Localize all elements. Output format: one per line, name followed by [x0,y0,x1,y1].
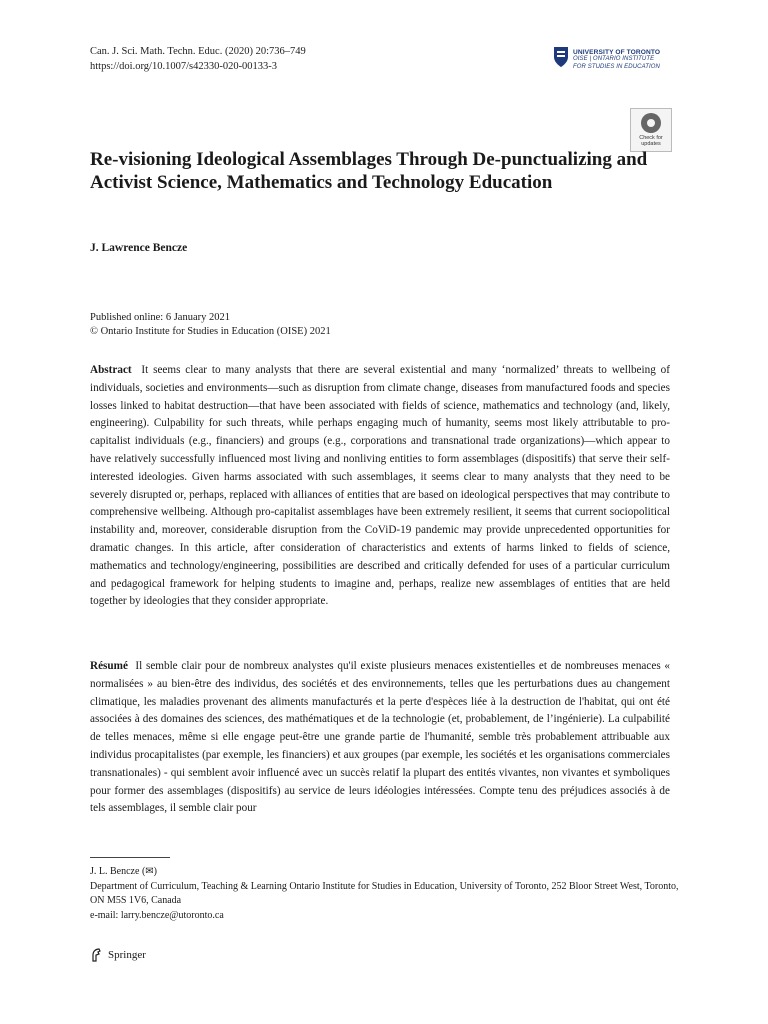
article-author: J. Lawrence Bencze [90,242,188,254]
check-updates-label: Check for updates [639,135,663,147]
mail-icon[interactable]: (✉) [141,866,157,877]
logo-line-2: OISE | ONTARIO INSTITUTE [573,56,655,63]
logo-line-3: FOR STUDIES IN EDUCATION [573,63,660,70]
author-email[interactable]: e-mail: larry.bencze@utoronto.ca [90,909,224,921]
update-icon [641,113,661,133]
footnote-author: J. L. Bencze [90,866,140,877]
publisher-logo [90,948,146,962]
journal-meta [90,44,306,74]
abstract-label: Abstract [90,364,132,376]
check-for-updates-button[interactable] [630,108,672,152]
resume-section [90,658,670,818]
article-title: Re-visioning Ideological Assemblages Through De-punctualizing and Activist Science, Mathematics and Technology Education [90,149,648,193]
footnote [90,865,680,923]
publication-info [90,311,331,339]
resume-text: Il semble clair pour de nombreux analystes qu'il existe plusieurs menaces existentielles et de nombreuses menaces « normalisées » au bien-être des individus, des sociétés et des environnements, telles que les perturbations dues au changement climatique, les maladies provenant des aliments manufacturés et la perte d'espèces liée à la destruction de l'habitat, qui ont été associées à des domaines des sciences, des mathématiques et de la technologie (et, probablement, de l’ingénierie). La culpabilité de telles menaces, même si elle engage peut-être une grande partie de l'humanité, semble très probablement attribuable aux individus procapitalistes (par exemple, les financiers) et aux groupes (par exemple, les sociétés et les organisations commerciales transnationales) - qui semblent avoir influencé avec un succès relatif la plupart des entités vivantes, non vivantes et symboliques pour former des assemblages (dispositifs) au service de leurs idéologies intéressées. Compte tenu des préjudices associés à de tels assemblages, il semble clair pour [90,660,671,815]
affiliation: Department of Curriculum, Teaching & Learning Ontario Institute for Studies in Education, University of Toronto, 252 Bloor Street West, Toronto, ON M5S 1V6, Canada [90,880,679,906]
doi-link[interactable]: https://doi.org/10.1007/s42330-020-00133-3 [90,61,278,72]
logo-line-1: UNIVERSITY OF TORONTO [573,49,661,56]
published-date: Published online: 6 January 2021 [90,312,230,323]
footnote-divider [90,857,170,858]
springer-horse-icon [90,948,102,962]
abstract-section [90,362,670,611]
citation: Can. J. Sci. Math. Techn. Educ. (2020) 20:736–749 [90,46,306,57]
crest-icon [553,46,569,68]
university-logo [553,44,678,72]
abstract-text: It seems clear to many analysts that there are several existential and many ‘normalized’ threats to wellbeing of individuals, societies and environments—such as disruption from climate change, diseases from manufactured foods and species losses linked to habitat destruction—that have been associated with fields of science, mathematics and technology (and, likely, engineering). Culpability for such threats, while perhaps engaging much of humanity, seems most likely attributable to pro-capitalist individuals (e.g., financiers) and groups (e.g., corporations and transnational trade organizations)—which appear to have relatively successfully influenced most living and nonliving entities to form assemblages (dispositifs) that serve their self-interested ideologies. Given harms associated with such assemblages, it seems clear to many analysts that they need to be severely disrupted or, perhaps, replaced with alliances of entities that are based on ideological perspectives that may contribute to comprehensive wellbeing. Although pro-capitalist assemblages have been extremely resilient, it seems that current sociopolitical instability and, moreover, considerable disruption from the CoViD-19 pandemic may provide unprecedented opportunities for dramatic changes. In this article, after consideration of characteristics and extents of harms linked to fields of science, mathematics and technology/engineering, possibilities are described and critically defended for uses of a particular curriculum and pedagogical framework for helping students to imagine and, perhaps, realize new assemblages of entities that are held together by ideologies that they consider appropriate. [90,364,671,608]
resume-label: Résumé [90,660,128,672]
copyright: © Ontario Institute for Studies in Education (OISE) 2021 [90,326,331,337]
publisher-name: Springer [108,949,146,961]
